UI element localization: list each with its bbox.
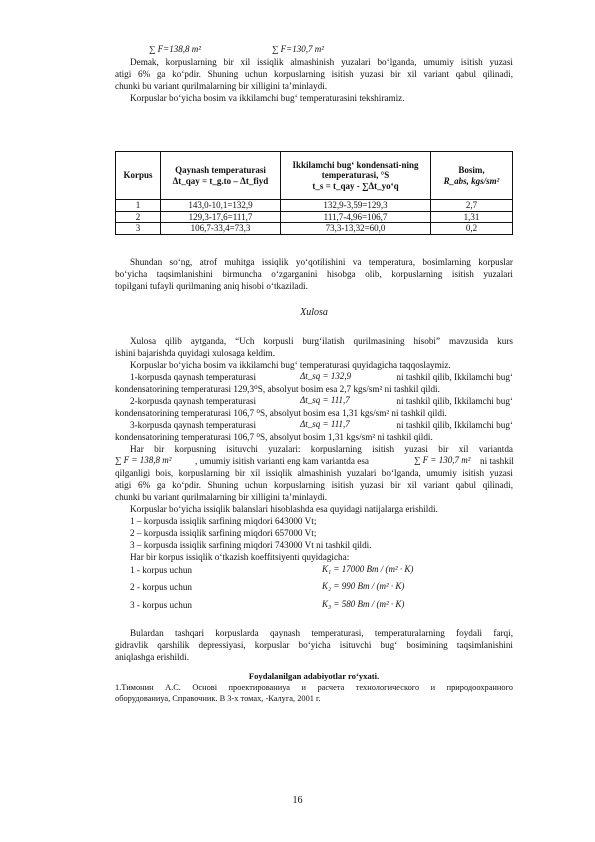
paragraph-line: Har bir korpus issiqlik o‘tkazish koeffitsiyenti quyidagicha: bbox=[130, 552, 350, 562]
paragraph-line: Korpuslar bo‘yicha bosim va ikkilamchi bug‘ temperaturasini tekshiramiz. bbox=[130, 93, 405, 103]
coeff-label: 2 - korpus uchun bbox=[130, 582, 193, 592]
cell-qaynash: 106,7-33,4=73,3 bbox=[161, 223, 281, 235]
paragraph-line: Xulosa qilib aytganda, “Uch korpusli burg‘ilatish qurilmasining hisobi” mavzusida kurs bbox=[130, 336, 513, 346]
korpus3-text-end: ni tashkil qilib, Ikkilamchi bug‘ bbox=[396, 420, 513, 430]
formula-total-area-min: ∑ F=130,7 m² bbox=[272, 44, 324, 54]
paragraph-line: Shundan so‘ng, atrof muhitga issiqlik yo‘qotilishini va temperatura, bosimlarning korpuslar bbox=[130, 257, 513, 267]
header-qaynash-title: Qaynash temperaturasi bbox=[175, 165, 266, 175]
paragraph-line: atigi 6% ga ko‘pdir. Shuning uchun korpuslarning isitish yuzasi bir xil variant qabul qilinadi, bbox=[115, 69, 513, 79]
korpus1-text-end: ni tashkil qilib, Ikkilamchi bug‘ bbox=[396, 372, 513, 382]
paragraph-line: Demak, korpuslarning bir xil issiqlik almashinish yuzalari bo‘lganda, umumiy isitish yuzasi bbox=[130, 57, 513, 67]
table-row bbox=[116, 211, 513, 223]
korpus3-formula: Δt_sq = 111,7 bbox=[300, 419, 350, 429]
header-bosim-unit: R_abs, kgs/sm² bbox=[443, 175, 500, 186]
cell-qaynash: 143,0-10,1=132,9 bbox=[161, 200, 281, 212]
formula-sum-area-min: ∑ F = 130,7 m² bbox=[414, 455, 471, 465]
korpus2-text-end: ni tashkil qilib, Ikkilamchi bug‘ bbox=[396, 396, 513, 406]
cell-bosim: 0,2 bbox=[431, 223, 513, 235]
balance-item: 2 – korpusda issiqlik sarfining miqdori 657000 Vt; bbox=[130, 528, 317, 538]
reference-line: 1.Тимонин А.С. Основі проектированиуа и расчета технологического и природоохранного bbox=[115, 683, 513, 692]
paragraph-line: chunki bu variant qurilmalarning bir xilligini ta’minlaydi. bbox=[115, 492, 328, 502]
cell-ikkilamchi: 111,7-4,96=106,7 bbox=[281, 211, 431, 223]
korpus2-formula: Δt_sq = 111,7 bbox=[300, 395, 350, 405]
cell-korpus: 1 bbox=[116, 200, 161, 212]
paragraph-line: Bulardan tashqari korpuslarda qaynash temperaturasi, temperaturalarning foydali farqi, bbox=[130, 628, 513, 638]
formula-total-area-equal: ∑ F=138,8 m² bbox=[149, 44, 201, 54]
header-bosim-title: Bosim, bbox=[458, 165, 485, 175]
korpus1-text: 1-korpusda qaynash temperaturasi bbox=[130, 372, 257, 382]
reference-line: оборудованиуа, Справочник. В 3-х томах, -Калуга, 2001 г. bbox=[115, 694, 321, 703]
table-row bbox=[116, 200, 513, 212]
paragraph-line: chunki bu variant qurilmalarning bir xilligini ta’minlaydi. bbox=[115, 81, 328, 91]
page-number: 16 bbox=[292, 795, 303, 806]
cell-korpus: 2 bbox=[116, 211, 161, 223]
cell-bosim: 1,31 bbox=[431, 211, 513, 223]
paragraph-line: Korpuslar bo‘yicha bosim va ikkilamchi bug‘ temperaturasi quyidagicha taqqoslaymiz. bbox=[130, 360, 451, 370]
paragraph-line: bo‘yicha taqsimlanishini birmuncha o‘zgarganini hisobga olib, korpuslarning isitish yuzalari bbox=[115, 269, 513, 279]
header-bosim bbox=[431, 152, 513, 200]
balance-item: 3 – korpusda issiqlik sarfining miqdori 743000 Vt ni tashkil qildi. bbox=[130, 540, 372, 550]
paragraph-line: topilgani tufayli qurilmaning aniq hisobi o‘tkaziladi. bbox=[115, 281, 308, 291]
cell-qaynash: 129,3-17,6=111,7 bbox=[161, 211, 281, 223]
paragraph-line: kondensatorining temperaturasi 129,3⁰S, absolyut bosim esa 2,7 kgs/sm² ni tashkil qildi. bbox=[115, 384, 440, 394]
header-qaynash bbox=[161, 152, 281, 200]
references-title: Foydalanilgan adabiyotlar ro‘yxati. bbox=[248, 671, 380, 681]
paragraph-line: Har bir korpusning isituvchi yuzalari: korpuslarning isitish yuzasi bir xil variantda bbox=[130, 444, 513, 454]
header-korpus: Korpus bbox=[116, 152, 161, 200]
coeff-label: 3 - korpus uchun bbox=[130, 600, 193, 610]
cell-ikkilamchi: 132,9-3,59=129,3 bbox=[281, 200, 431, 212]
paragraph-fragment: , umumiy isitish varianti eng kam variantda esa bbox=[195, 456, 370, 466]
formula-sum-area-equal: ∑ F = 138,8 m² bbox=[115, 455, 172, 465]
korpus2-text: 2-korpusda qaynash temperaturasi bbox=[130, 396, 257, 406]
header-ikkilamchi-formula: t_s = t_qay - ∑Δt_yo‘q bbox=[312, 180, 399, 191]
table-row bbox=[116, 223, 513, 235]
cell-ikkilamchi: 73,3-13,32=60,0 bbox=[281, 223, 431, 235]
paragraph-line: gidravlik qarshilik depressiyasi, korpuslar bo‘yicha isituvchi bug‘ bosimining taqsimlanishini bbox=[115, 640, 513, 650]
paragraph-fragment: ni tashkil bbox=[480, 456, 514, 466]
paragraph-line: aniqlashga erishildi. bbox=[115, 652, 189, 662]
pressure-temperature-table bbox=[115, 151, 513, 235]
coeff-label: 1 - korpus uchun bbox=[130, 565, 193, 575]
section-title-xulosa: Xulosa bbox=[300, 307, 328, 318]
paragraph-line: ishini bajarishda quyidagi xulosaga keldim. bbox=[115, 348, 275, 358]
header-ikkilamchi-title: Ikkilamchi bug‘ kondensati-ning temperaturasi, °S bbox=[292, 159, 419, 181]
paragraph-line: atigi 6% ga ko‘pdir. Shuning uchun korpuslarning isitish yuzasi bir xil variant qabul qilinadi, bbox=[115, 480, 513, 490]
paragraph-line: kondensatorining temperaturasi 106,7 ⁰S, absolyut bosim 1,31 kgs/sm² ni tashkil qildi. bbox=[115, 432, 433, 442]
cell-korpus: 3 bbox=[116, 223, 161, 235]
coeff-formula: K₁ = 17000 Bm / (m² · K) bbox=[322, 564, 414, 574]
korpus3-text: 3-korpusda qaynash temperaturasi bbox=[130, 420, 257, 430]
paragraph-line: qilganligi bois, korpuslarning bir xil issiqlik almashinish yuzalari bo‘lganda, umumiy isitish yuzasi bbox=[115, 468, 513, 478]
paragraph-line: Korpuslar bo‘yicha issiqlik balanslari hisoblashda esa quyidagi natijalarga erishildi. bbox=[130, 504, 438, 514]
header-qaynash-formula: Δt_qay = t_g.to – Δt_fiyd bbox=[172, 175, 269, 186]
paragraph-line: kondensatorining temperaturasi 106,7 ⁰S, absolyut bosim esa 1,31 kgs/sm² ni tashkil qildi. bbox=[115, 408, 447, 418]
balance-item: 1 – korpusda issiqlik sarfining miqdori 643000 Vt; bbox=[130, 516, 317, 526]
coeff-formula: K₂ = 990 Bm / (m² · K) bbox=[322, 581, 405, 591]
cell-bosim: 2,7 bbox=[431, 200, 513, 212]
korpus1-formula: Δt_sq = 132,9 bbox=[300, 371, 352, 381]
header-ikkilamchi bbox=[281, 152, 431, 200]
coeff-formula: K₃ = 580 Bm / (m² · K) bbox=[322, 599, 405, 609]
